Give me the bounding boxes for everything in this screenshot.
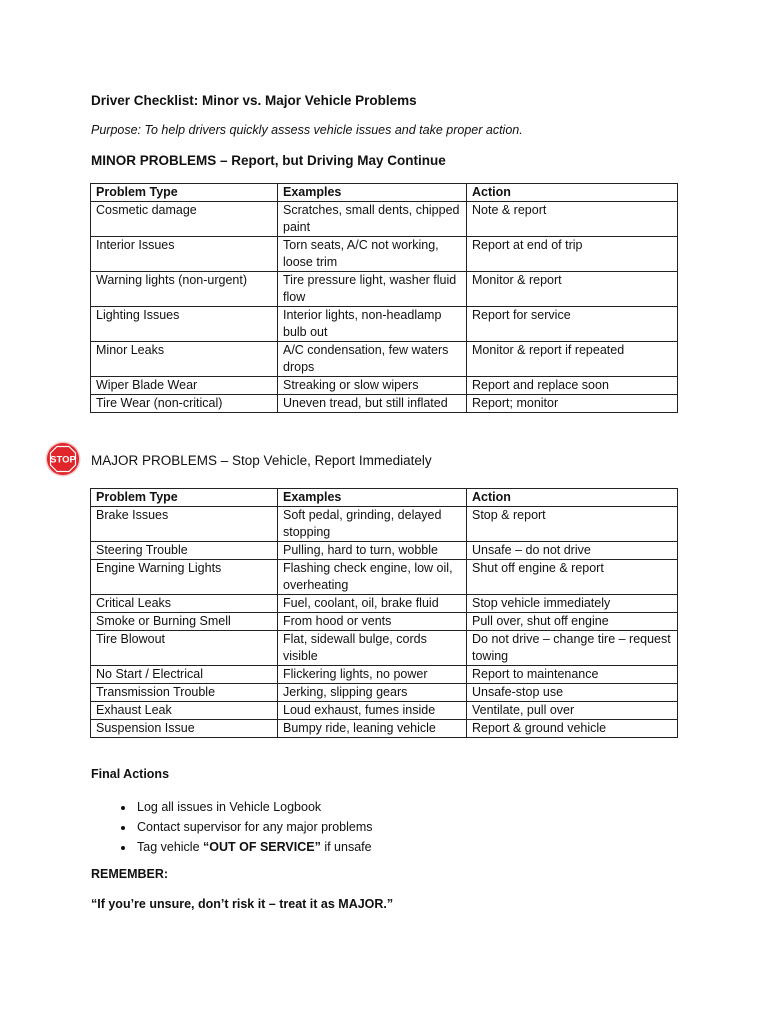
table-row (91, 395, 678, 413)
problem-type-cell: Critical Leaks (91, 595, 278, 613)
examples-cell: Fuel, coolant, oil, brake fluid (278, 595, 467, 613)
action-cell: Stop & report (467, 507, 678, 542)
examples-cell: Interior lights, non-headlamp bulb out (278, 307, 467, 342)
remember-quote: “If you’re unsure, don’t risk it – treat it as MAJOR.” (91, 897, 394, 911)
out-of-service-emphasis: “OUT OF SERVICE” (203, 840, 321, 854)
problem-type-cell: Warning lights (non-urgent) (91, 272, 278, 307)
table-row (91, 202, 678, 237)
major-problems-heading: MAJOR PROBLEMS – Stop Vehicle, Report Immediately (91, 453, 432, 468)
stop-sign-icon (45, 441, 81, 477)
action-cell: Shut off engine & report (467, 560, 678, 595)
minor-problems-heading: MINOR PROBLEMS – Report, but Driving May Continue (91, 153, 446, 168)
table-row (91, 595, 678, 613)
major-problems-table (90, 488, 678, 738)
list-item-text: Tag vehicle (137, 840, 204, 854)
column-header: Problem Type (91, 184, 278, 202)
table-row (91, 613, 678, 631)
remember-label: REMEMBER: (91, 867, 169, 881)
examples-cell: A/C condensation, few waters drops (278, 342, 467, 377)
table-header-row (91, 184, 678, 202)
action-cell: Ventilate, pull over (467, 702, 678, 720)
action-cell: Monitor & report (467, 272, 678, 307)
action-cell: Report at end of trip (467, 237, 678, 272)
table-row (91, 560, 678, 595)
examples-cell: From hood or vents (278, 613, 467, 631)
column-header: Problem Type (91, 489, 278, 507)
list-item (135, 817, 373, 837)
problem-type-cell: Tire Blowout (91, 631, 278, 666)
action-cell: Unsafe-stop use (467, 684, 678, 702)
examples-cell: Pulling, hard to turn, wobble (278, 542, 467, 560)
column-header: Action (467, 184, 678, 202)
examples-cell: Loud exhaust, fumes inside (278, 702, 467, 720)
problem-type-cell: Steering Trouble (91, 542, 278, 560)
problem-type-cell: Brake Issues (91, 507, 278, 542)
table-row (91, 342, 678, 377)
list-item-text: Contact supervisor for any major problems (137, 820, 373, 834)
stop-sign-text: STOP (50, 454, 76, 466)
column-header: Examples (278, 489, 467, 507)
problem-type-cell: Transmission Trouble (91, 684, 278, 702)
action-cell: Stop vehicle immediately (467, 595, 678, 613)
table-row (91, 684, 678, 702)
table-row (91, 307, 678, 342)
table-header-row (91, 489, 678, 507)
problem-type-cell: Exhaust Leak (91, 702, 278, 720)
final-actions-heading: Final Actions (91, 767, 170, 781)
problem-type-cell: Interior Issues (91, 237, 278, 272)
action-cell: Do not drive – change tire – request towing (467, 631, 678, 666)
table-row (91, 272, 678, 307)
examples-cell: Flashing check engine, low oil, overheating (278, 560, 467, 595)
action-cell: Note & report (467, 202, 678, 237)
action-cell: Unsafe – do not drive (467, 542, 678, 560)
examples-cell: Soft pedal, grinding, delayed stopping (278, 507, 467, 542)
examples-cell: Torn seats, A/C not working, loose trim (278, 237, 467, 272)
problem-type-cell: No Start / Electrical (91, 666, 278, 684)
list-item (135, 837, 373, 857)
table-row (91, 631, 678, 666)
action-cell: Report; monitor (467, 395, 678, 413)
problem-type-cell: Wiper Blade Wear (91, 377, 278, 395)
table-row (91, 542, 678, 560)
document-title: Driver Checklist: Minor vs. Major Vehicle Problems (91, 93, 417, 108)
list-item-text: if unsafe (320, 840, 372, 854)
action-cell: Report & ground vehicle (467, 720, 678, 738)
examples-cell: Jerking, slipping gears (278, 684, 467, 702)
table-row (91, 702, 678, 720)
problem-type-cell: Suspension Issue (91, 720, 278, 738)
list-item-text: Log all issues in Vehicle Logbook (137, 800, 322, 814)
examples-cell: Bumpy ride, leaning vehicle (278, 720, 467, 738)
table-row (91, 237, 678, 272)
table-row (91, 377, 678, 395)
action-cell: Report to maintenance (467, 666, 678, 684)
examples-cell: Flickering lights, no power (278, 666, 467, 684)
column-header: Examples (278, 184, 467, 202)
minor-problems-table (90, 183, 678, 413)
action-cell: Monitor & report if repeated (467, 342, 678, 377)
action-cell: Pull over, shut off engine (467, 613, 678, 631)
problem-type-cell: Smoke or Burning Smell (91, 613, 278, 631)
examples-cell: Flat, sidewall bulge, cords visible (278, 631, 467, 666)
problem-type-cell: Engine Warning Lights (91, 560, 278, 595)
final-actions-list (91, 797, 373, 857)
action-cell: Report for service (467, 307, 678, 342)
list-item (135, 797, 373, 817)
examples-cell: Tire pressure light, washer fluid flow (278, 272, 467, 307)
column-header: Action (467, 489, 678, 507)
problem-type-cell: Cosmetic damage (91, 202, 278, 237)
table-row (91, 666, 678, 684)
problem-type-cell: Tire Wear (non-critical) (91, 395, 278, 413)
table-row (91, 720, 678, 738)
examples-cell: Scratches, small dents, chipped paint (278, 202, 467, 237)
problem-type-cell: Lighting Issues (91, 307, 278, 342)
examples-cell: Uneven tread, but still inflated (278, 395, 467, 413)
examples-cell: Streaking or slow wipers (278, 377, 467, 395)
problem-type-cell: Minor Leaks (91, 342, 278, 377)
action-cell: Report and replace soon (467, 377, 678, 395)
table-row (91, 507, 678, 542)
purpose-text: Purpose: To help drivers quickly assess vehicle issues and take proper action. (91, 123, 523, 137)
